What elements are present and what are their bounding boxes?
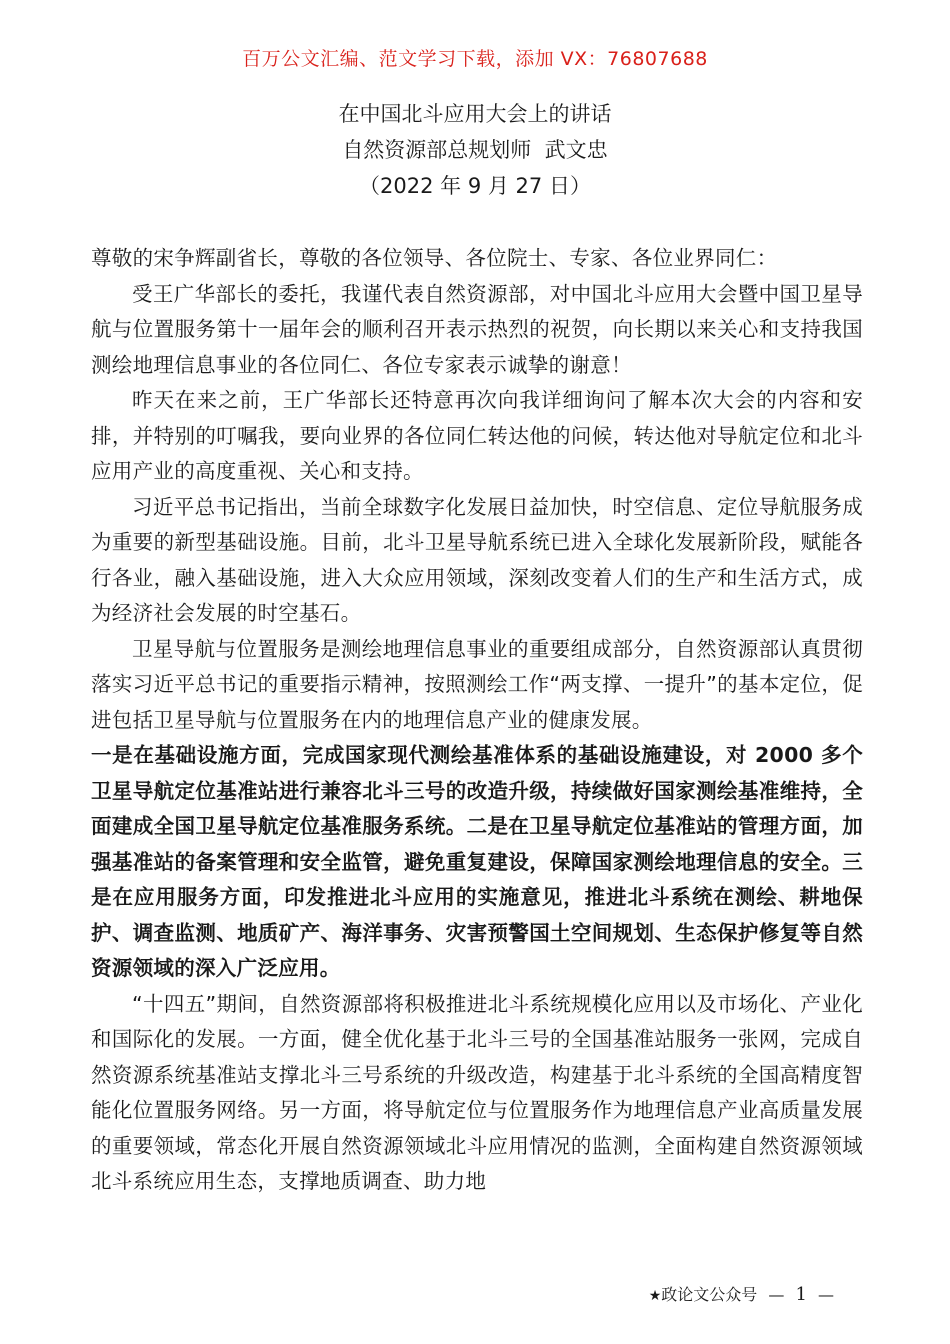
body-paragraph-1: 受王广华部长的委托，我谨代表自然资源部，对中国北斗应用大会暨中国卫星导航与位置服务第十一届年会的顺利召开表示热烈的祝贺，向长期以来关心和支持我国测绘地理信息事业的各位同仁、各位专家表示诚挚的谢意！ (91, 281, 863, 377)
body-paragraph-bold: 一是在基础设施方面，完成国家现代测绘基准体系的基础设施建设，对 2000 多个卫星导航定位基准站进行兼容北斗三号的改造升级，持续做好国家测绘基准维持，全面建成全国卫星导航定位基准服务系统。二是在卫星导航定位基准站的管理方面，加强基准站的备案管理和安全监管，避免重复建设，保障国家测绘地理信息的安全。三是在应用服务方面，印发推进北斗应用的实施意见，推进北斗系统在测绘、耕地保护、调查监测、地质矿产、海洋事务、灾害预警国土空间规划、生态保护修复等自然资源领域的深入广泛应用。 (91, 743, 863, 980)
body-paragraph-4: 卫星导航与位置服务是测绘地理信息事业的重要组成部分，自然资源部认真贯彻落实习近平总书记的重要指示精神，按照测绘工作“两支撑、一提升”的基本定位，促进包括卫星导航与位置服务在内的地理信息产业的健康发展。 (91, 636, 863, 732)
footer-dash-left: — (768, 1285, 785, 1304)
star-icon: ★ (648, 1288, 662, 1304)
footer-label: 政论文公众号 (661, 1285, 758, 1304)
speaker-line: 自然资源部总规划师 武文忠 (342, 138, 608, 162)
page-footer (649, 1282, 840, 1305)
title-block (0, 96, 950, 204)
speech-date: （2022 年 9 月 27 日） (359, 174, 591, 198)
body-paragraph-3: 习近平总书记指出，当前全球数字化发展日益加快，时空信息、定位导航服务成为重要的新型基础设施。目前，北斗卫星导航系统已进入全球化发展新阶段，赋能各行各业，融入基础设施，进入大众应用领域，深刻改变着人们的生产和生活方式，成为经济社会发展的时空基石。 (91, 494, 863, 625)
footer-dash-right: — (818, 1285, 834, 1304)
body-text (91, 241, 863, 1200)
speech-title: 在中国北斗应用大会上的讲话 (338, 102, 612, 126)
page-number: 1 (795, 1284, 807, 1305)
body-paragraph-5: “十四五”期间，自然资源部将积极推进北斗系统规模化应用以及市场化、产业化和国际化的发展。一方面，健全优化基于北斗三号的全国基准站服务一张网，完成自然资源系统基准站支撑北斗三号系统的升级改造，构建基于北斗系统的全国高精度智能化位置服务网络。另一方面，将导航定位与位置服务作为地理信息产业高质量发展的重要领域，常态化开展自然资源领域北斗应用情况的监测，全面构建自然资源领域北斗系统应用生态，支撑地质调查、助力地 (91, 991, 863, 1193)
header-banner: 百万公文汇编、范文学习下载，添加 VX：76807688 (242, 48, 708, 70)
salutation-paragraph: 尊敬的宋争辉副省长，尊敬的各位领导、各位院士、专家、各位业界同仁： (91, 246, 778, 270)
body-paragraph-2: 昨天在来之前，王广华部长还特意再次向我详细询问了解本次大会的内容和安排，并特别的叮嘱我，要向业界的各位同仁转达他的问候，转达他对导航定位和北斗应用产业的高度重视、关心和支持。 (91, 388, 863, 483)
